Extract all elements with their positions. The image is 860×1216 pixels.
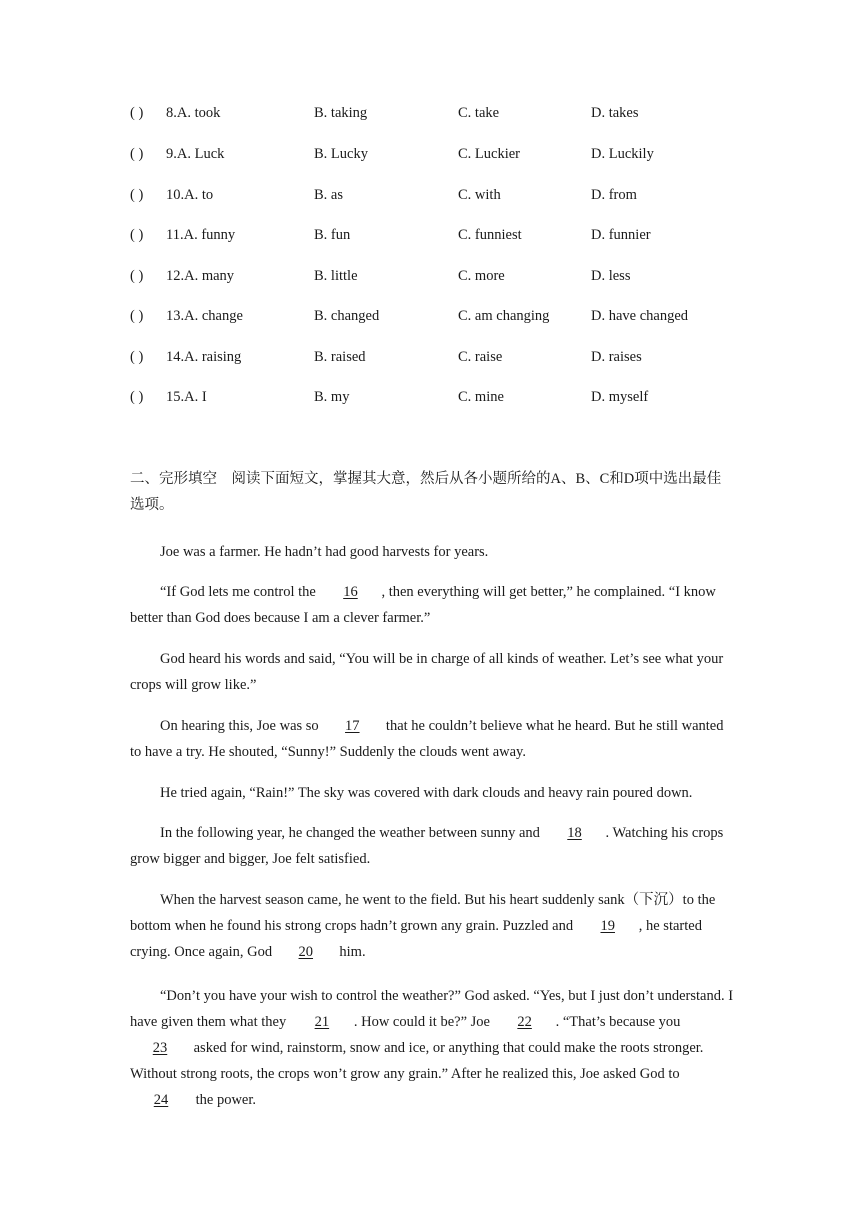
option-b: B. changed: [314, 308, 380, 324]
option-d: D. Luckily: [591, 146, 654, 162]
option-b: B. as: [314, 187, 343, 203]
question-row: [130, 103, 750, 123]
passage-text: “Don’t you have your wish to control the weather?” God asked. “Yes, but I just don’t understand. I have given them what they: [130, 988, 734, 1030]
passage-text: the power.: [192, 1092, 257, 1108]
passage-paragraph: He tried again, “Rain!” The sky was covered with dark clouds and heavy rain poured down.: [160, 785, 693, 801]
answer-bracket[interactable]: ( ): [130, 187, 144, 203]
option-a-text: A. many: [184, 268, 235, 284]
option-b: B. raised: [314, 349, 366, 365]
option-a: [166, 225, 235, 245]
question-number: 15.: [166, 389, 185, 405]
option-a-text: A. raising: [184, 349, 242, 365]
option-a: [166, 144, 224, 164]
question-row: [130, 225, 750, 245]
blank-24[interactable]: 24: [153, 1092, 169, 1108]
option-c: C. raise: [458, 349, 503, 365]
question-row: [130, 144, 750, 164]
blank-16[interactable]: 16: [343, 584, 358, 600]
question-number: 10.: [166, 187, 185, 203]
option-b: B. Lucky: [314, 146, 368, 162]
option-a: [166, 387, 207, 407]
option-b: B. little: [314, 268, 358, 284]
option-a-text: A. Luck: [176, 146, 225, 162]
passage-text: that he couldn’t believe what he heard. But he still wanted to have a try. He shouted, “Sunny!” Suddenly the clouds went away.: [130, 718, 724, 760]
option-a-text: A. took: [176, 105, 221, 121]
passage-text: When the harvest season came, he went to the field. But his heart suddenly sank（下沉）to the bottom when he found his strong crops hadn’t grown any grain. Puzzled and: [130, 892, 716, 934]
option-b: B. taking: [314, 105, 368, 121]
passage-text: him.: [335, 944, 366, 960]
option-a: [166, 185, 213, 205]
option-d: D. raises: [591, 349, 642, 365]
blank-17[interactable]: 17: [345, 718, 360, 734]
question-number: 11.: [166, 227, 184, 243]
blank-23[interactable]: 23: [152, 1040, 168, 1056]
option-d: D. myself: [591, 389, 649, 405]
option-a: [166, 266, 234, 286]
answer-bracket[interactable]: ( ): [130, 349, 144, 365]
answer-bracket[interactable]: ( ): [130, 105, 144, 121]
question-number: 14.: [166, 349, 185, 365]
passage-paragraph: [130, 579, 735, 631]
passage-paragraph: God heard his words and said, “You will be in charge of all kinds of weather. Let’s see what your crops will grow like.”: [130, 651, 724, 693]
answer-bracket[interactable]: ( ): [130, 308, 144, 324]
blank-22[interactable]: 22: [517, 1014, 532, 1030]
question-row: [130, 347, 750, 367]
option-d: D. have changed: [591, 308, 689, 324]
option-a: [166, 347, 241, 367]
passage-paragraph: [130, 887, 735, 965]
passage-paragraph: [130, 713, 735, 765]
question-row: [130, 306, 750, 326]
question-row: [130, 266, 750, 286]
passage-paragraph: [130, 983, 735, 1113]
option-c: C. take: [458, 105, 500, 121]
passage-text: . How could it be?” Joe: [353, 1014, 494, 1030]
option-b: B. fun: [314, 227, 351, 243]
option-c: C. more: [458, 268, 505, 284]
option-c: C. with: [458, 187, 501, 203]
question-row: [130, 387, 750, 407]
passage-text: , then everything will get better,” he complained. “I know better than God does because I am a clever farmer.”: [130, 584, 716, 626]
blank-20[interactable]: 20: [298, 944, 314, 960]
question-number: 8.: [166, 105, 177, 121]
blank-21[interactable]: 21: [314, 1014, 330, 1030]
option-c: C. mine: [458, 389, 504, 405]
answer-bracket[interactable]: ( ): [130, 389, 144, 405]
passage-text: In the following year, he changed the weather between sunny and: [160, 825, 544, 841]
passage-text: , he started crying. Once again, God: [130, 918, 702, 960]
passage-text: On hearing this, Joe was so: [160, 718, 323, 734]
question-number: 13.: [166, 308, 185, 324]
option-d: D. from: [591, 187, 637, 203]
option-a-text: A. change: [184, 308, 243, 324]
passage-paragraph: [130, 820, 735, 872]
passage-paragraph: Joe was a farmer. He hadn’t had good harvests for years.: [160, 544, 489, 560]
passage-text: . “That’s because you: [555, 1014, 681, 1030]
answer-bracket[interactable]: ( ): [130, 146, 144, 162]
blank-19[interactable]: 19: [600, 918, 615, 934]
option-c: C. am changing: [458, 308, 550, 324]
option-a-text: A. to: [184, 187, 214, 203]
option-d: D. less: [591, 268, 631, 284]
passage-text: . Watching his crops grow bigger and bigger, Joe felt satisfied.: [130, 825, 724, 867]
option-b: B. my: [314, 389, 350, 405]
option-a: [166, 306, 243, 326]
option-a-text: A. I: [184, 389, 207, 405]
answer-bracket[interactable]: ( ): [130, 227, 144, 243]
question-number: 9.: [166, 146, 177, 162]
option-c: C. funniest: [458, 227, 522, 243]
question-row: [130, 185, 750, 205]
section-heading-cloze: 二、完形填空 阅读下面短文，掌握其大意，然后从各小题所给的A、B、C和D项中选出最佳选项。: [130, 471, 722, 513]
option-a: [166, 103, 220, 123]
question-number: 12.: [166, 268, 185, 284]
passage-text: “If God lets me control the: [160, 584, 320, 600]
blank-18[interactable]: 18: [567, 825, 582, 841]
passage-text: asked for wind, rainstorm, snow and ice, or anything that could make the roots stronger. Without strong roots, the crops won’t grow any grain.” After he realized this, Joe asked God to: [130, 1040, 704, 1082]
answer-bracket[interactable]: ( ): [130, 268, 144, 284]
option-d: D. funnier: [591, 227, 651, 243]
option-c: C. Luckier: [458, 146, 521, 162]
option-d: D. takes: [591, 105, 639, 121]
option-a-text: A. funny: [183, 227, 236, 243]
